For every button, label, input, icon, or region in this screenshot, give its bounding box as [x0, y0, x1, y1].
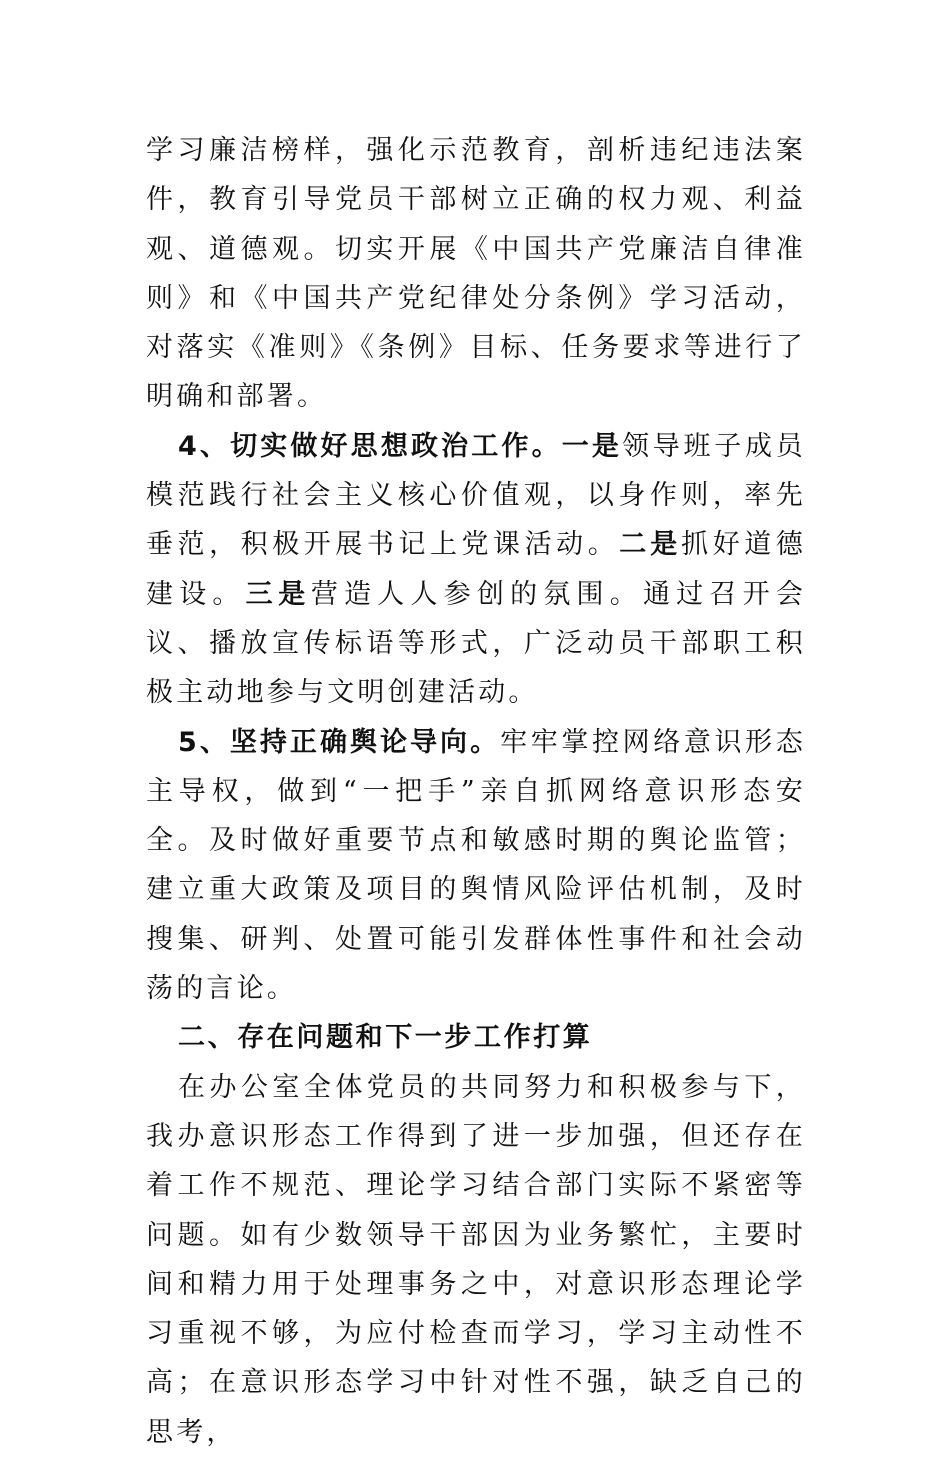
- item-4-second-text: 抓好道德建设。: [146, 529, 807, 610]
- item-5-heading: 5、坚持正确舆论导向。: [178, 726, 501, 758]
- paragraph-item-4: [146, 422, 806, 718]
- item-4-third-label: 三是: [245, 578, 311, 610]
- item-4-first-text: 领导班子成员模范践行社会主义核心价值观，以身作则，率先垂范，积极开展书记上党课活动。: [146, 430, 807, 561]
- item-5-text: 牢牢掌控网络意识形态主导权，做到“一把手”亲自抓网络意识形态安全。及时做好重要节点和敏感时期的舆论监管；建立重大政策及项目的舆情风险评估机制，及时搜集、研判、处置可能引发群体性事件和社会动荡的言论。: [146, 726, 806, 1005]
- section-title: 二、存在问题和下一步工作打算: [178, 1022, 593, 1054]
- item-4-heading: 4、切实做好思想政治工作。: [178, 430, 562, 462]
- item-4-second-label: 二是: [619, 529, 682, 561]
- paragraph-continuation: [146, 126, 806, 422]
- document-body: [146, 126, 806, 1457]
- item-4-first-label: 一是: [561, 430, 623, 462]
- problems-text: 在办公室全体党员的共同努力和积极参与下，我办意识形态工作得到了进一步加强，但还存在着工作不规范、理论学习结合部门实际不紧密等问题。如有少数领导干部因为业务繁忙，主要时间和精力用于处理事务之中，对意识形态理论学习重视不够，为应付检查而学习，学习主动性不高；在意识形态学习中针对性不强，缺乏自己的思考，: [146, 1071, 806, 1448]
- paragraph-item-5: [146, 718, 806, 1014]
- item-4-third-text: 营造人人参创的氛围。通过召开会议、播放宣传标语等形式，广泛动员干部职工积极主动地参与文明创建活动。: [146, 578, 807, 709]
- paragraph-text: 学习廉洁榜样，强化示范教育，剖析违纪违法案件，教育引导党员干部树立正确的权力观、利益观、道德观。切实开展《中国共产党廉洁自律准则》和《中国共产党纪律处分条例》学习活动，对落实《准则》《条例》目标、任务要求等进行了明确和部署。: [146, 135, 806, 413]
- paragraph-problems: [146, 1063, 806, 1457]
